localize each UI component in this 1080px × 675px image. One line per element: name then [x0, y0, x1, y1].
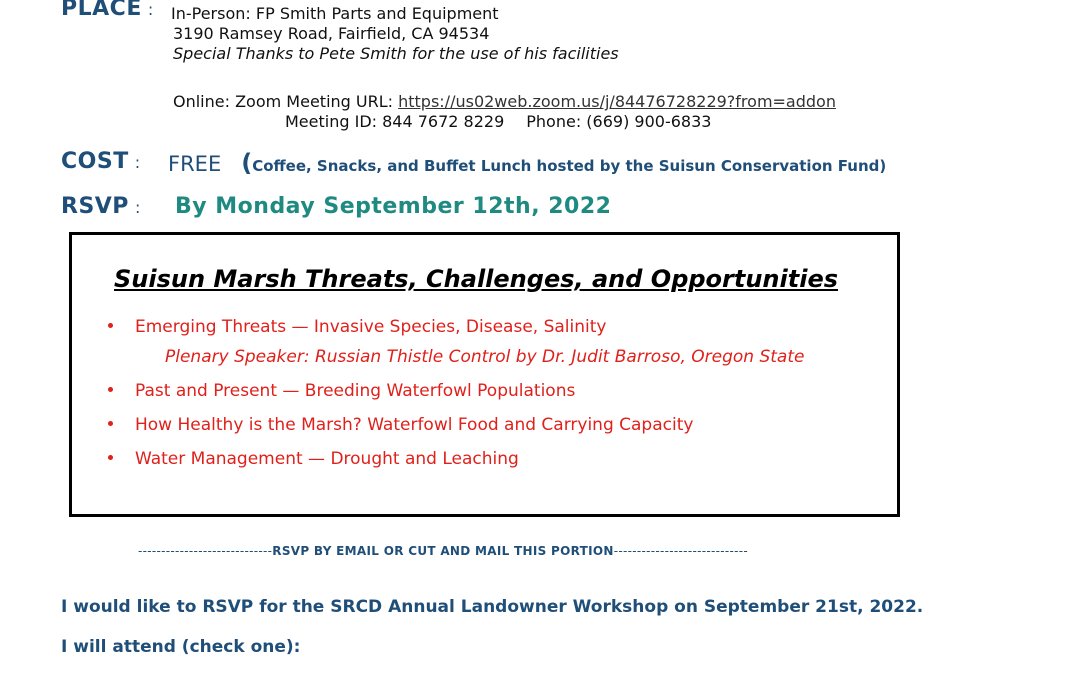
- divider-dashes-right: -----------------------------: [613, 544, 749, 558]
- rsvp-statement: I would like to RSVP for the SRCD Annual Landowner Workshop on September 21st, 2022.: [61, 597, 924, 617]
- agenda-item-text: Emerging Threats — Invasive Species, Disease, Salinity: [135, 317, 607, 337]
- agenda-item: [108, 317, 606, 337]
- online-line: [173, 92, 836, 111]
- cost-value-line: [168, 149, 886, 177]
- cost-colon: :: [134, 153, 141, 172]
- attend-prompt: I will attend (check one):: [61, 637, 301, 657]
- agenda-item: [108, 415, 693, 435]
- bullet-icon: [108, 323, 113, 328]
- rsvp-label: [61, 194, 141, 219]
- agenda-item-text: Past and Present — Breeding Waterfowl Populations: [135, 381, 576, 401]
- meeting-phone: Phone: (669) 900-6833: [526, 112, 712, 131]
- plenary-speaker: Plenary Speaker: Russian Thistle Control by Dr. Judit Barroso, Oregon State: [165, 347, 805, 367]
- cut-line-divider: [138, 544, 748, 558]
- place-line-1: In-Person: FP Smith Parts and Equipment: [171, 4, 499, 23]
- cost-value: FREE: [168, 152, 222, 176]
- place-line-3: Special Thanks to Pete Smith for the use of his facilities: [173, 44, 619, 63]
- online-prefix: Online: Zoom Meeting URL:: [173, 92, 399, 111]
- place-label-text: PLACE: [61, 0, 142, 21]
- agenda-item-text: How Healthy is the Marsh? Waterfowl Food and Carrying Capacity: [135, 415, 694, 435]
- zoom-url-link[interactable]: https://us02web.zoom.us/j/84476728229?from=addon: [398, 92, 836, 111]
- place-label: [61, 0, 154, 21]
- cost-note: Coffee, Snacks, and Buffet Lunch hosted by the Suisun Conservation Fund): [252, 157, 887, 175]
- cost-label-text: COST: [61, 149, 129, 174]
- divider-dashes-left: -----------------------------: [138, 544, 273, 558]
- meeting-details: [285, 112, 711, 131]
- meeting-id: Meeting ID: 844 7672 8229: [285, 112, 505, 131]
- rsvp-label-text: RSVP: [61, 194, 129, 219]
- bullet-icon: [108, 387, 113, 392]
- bullet-icon: [108, 455, 113, 460]
- agenda-title: Suisun Marsh Threats, Challenges, and Opportunities: [114, 265, 839, 293]
- agenda-item: [108, 449, 519, 469]
- divider-text: RSVP BY EMAIL OR CUT AND MAIL THIS PORTION: [272, 544, 614, 558]
- agenda-item-text: Water Management — Drought and Leaching: [135, 449, 519, 469]
- cost-label: [61, 149, 141, 174]
- rsvp-colon: :: [134, 198, 141, 217]
- rsvp-deadline: By Monday September 12th, 2022: [175, 194, 612, 219]
- bullet-icon: [108, 421, 113, 426]
- agenda-item: [108, 381, 575, 401]
- place-line-2: 3190 Ramsey Road, Fairfield, CA 94534: [173, 24, 490, 43]
- place-colon: :: [147, 0, 154, 19]
- agenda-box: [69, 232, 900, 517]
- cost-note-open: (: [241, 149, 253, 177]
